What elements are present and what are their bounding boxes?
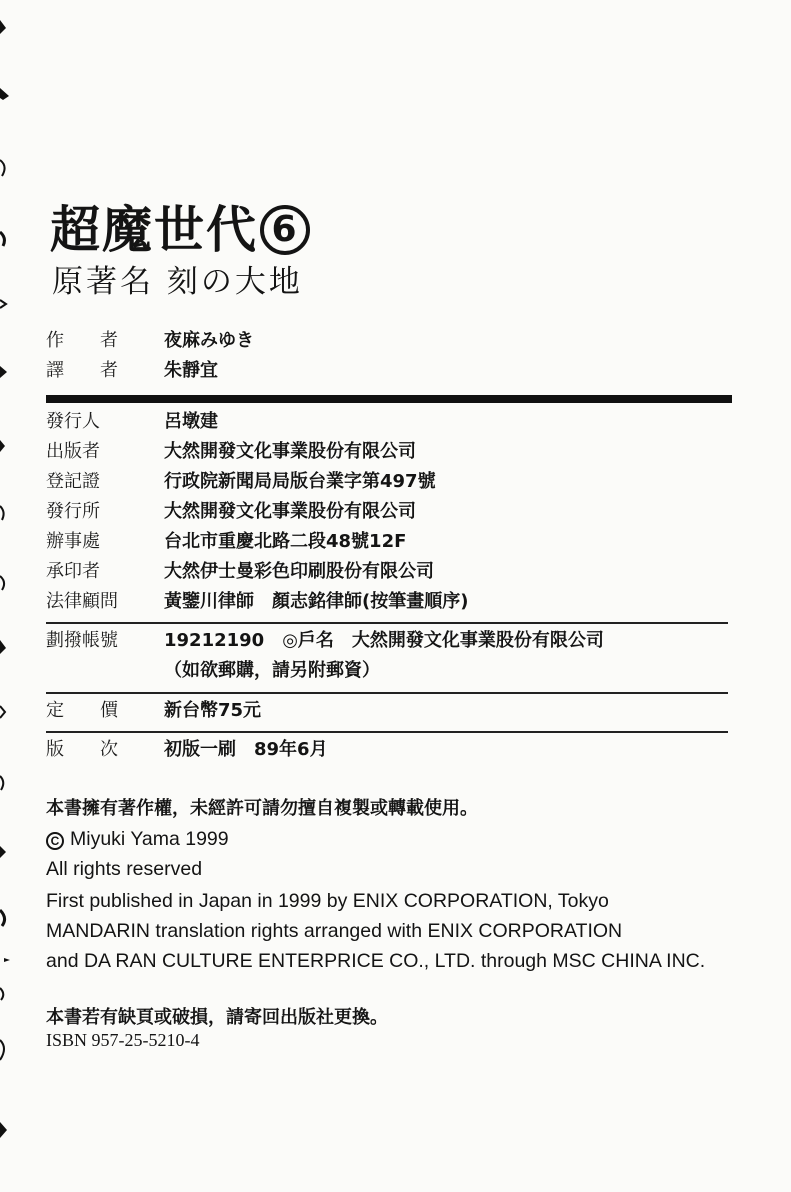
publisher-value: 大然開發文化事業股份有限公司 — [164, 501, 416, 522]
copyright-mark: C — [46, 832, 64, 850]
publisher-label: 出版者 — [46, 441, 100, 462]
publisher-label: 發行所 — [46, 501, 100, 522]
publisher-value: 呂墩建 — [164, 411, 218, 432]
credit-label: 作 者 — [46, 330, 118, 351]
publisher-row — [46, 469, 436, 495]
postal-account: 19212190 ◎戶名 大然開發文化事業股份有限公司 — [164, 630, 604, 651]
credit-value: 朱靜宜 — [164, 360, 218, 381]
publisher-row — [46, 439, 416, 465]
section-divider — [46, 622, 728, 624]
publisher-row — [46, 559, 434, 585]
publisher-row — [46, 529, 407, 555]
volume-number-badge: 6 — [260, 205, 310, 255]
publisher-value: 黃鑒川律師 顏志銘律師(按筆畫順序) — [164, 591, 469, 612]
publisher-label: 承印者 — [46, 561, 100, 582]
publisher-row — [46, 499, 416, 525]
damage-notice: 本書若有缺頁或破損，請寄回出版社更換。 — [46, 1007, 388, 1028]
english-line: and DA RAN CULTURE ENTERPRICE CO., LTD. through MSC CHINA INC. — [46, 950, 706, 972]
publisher-value: 行政院新聞局局版台業字第497號 — [164, 471, 436, 492]
publisher-label: 登記證 — [46, 471, 100, 492]
publisher-value: 台北市重慶北路二段48號12F — [164, 531, 407, 552]
section-divider — [46, 731, 728, 733]
copyright-text: Miyuki Yama 1999 — [70, 828, 229, 850]
book-title — [50, 200, 310, 260]
title-text: 超魔世代 — [50, 201, 258, 259]
credit-row-author — [46, 328, 254, 354]
binding-edge-marks — [0, 0, 14, 1192]
credit-label: 譯 者 — [46, 360, 118, 381]
publisher-label: 發行人 — [46, 411, 100, 432]
copyright-line — [46, 826, 229, 852]
english-line: First published in Japan in 1999 by ENIX CORPORATION, Tokyo — [46, 890, 609, 912]
original-title: 原著名 刻の大地 — [52, 264, 303, 300]
publisher-row — [46, 409, 218, 435]
edition-value: 初版一刷 89年6月 — [164, 739, 328, 760]
section-divider — [46, 692, 728, 694]
edition-label: 版 次 — [46, 739, 118, 760]
price-row — [46, 698, 262, 724]
edition-row — [46, 737, 328, 763]
publisher-value: 大然開發文化事業股份有限公司 — [164, 441, 416, 462]
postal-label: 劃撥帳號 — [46, 630, 118, 651]
postal-note: （如欲郵購，請另附郵資） — [164, 660, 380, 681]
publisher-value: 大然伊士曼彩色印刷股份有限公司 — [164, 561, 434, 582]
credit-row-translator — [46, 358, 218, 384]
price-label: 定 價 — [46, 700, 118, 721]
english-line: All rights reserved — [46, 858, 203, 880]
isbn-number: ISBN 957-25-5210-4 — [46, 1030, 200, 1050]
publisher-row — [46, 589, 469, 615]
publisher-label: 辦事處 — [46, 531, 100, 552]
english-line: MANDARIN translation rights arranged with ENIX CORPORATION — [46, 920, 623, 942]
rights-statement: 本書擁有著作權，未經許可請勿擅自複製或轉載使用。 — [46, 798, 478, 819]
section-divider-thick — [46, 395, 732, 403]
credit-value: 夜麻みゆき — [164, 330, 254, 351]
price-value: 新台幣75元 — [164, 700, 262, 721]
publisher-label: 法律顧問 — [46, 591, 118, 612]
postal-row — [46, 628, 604, 654]
